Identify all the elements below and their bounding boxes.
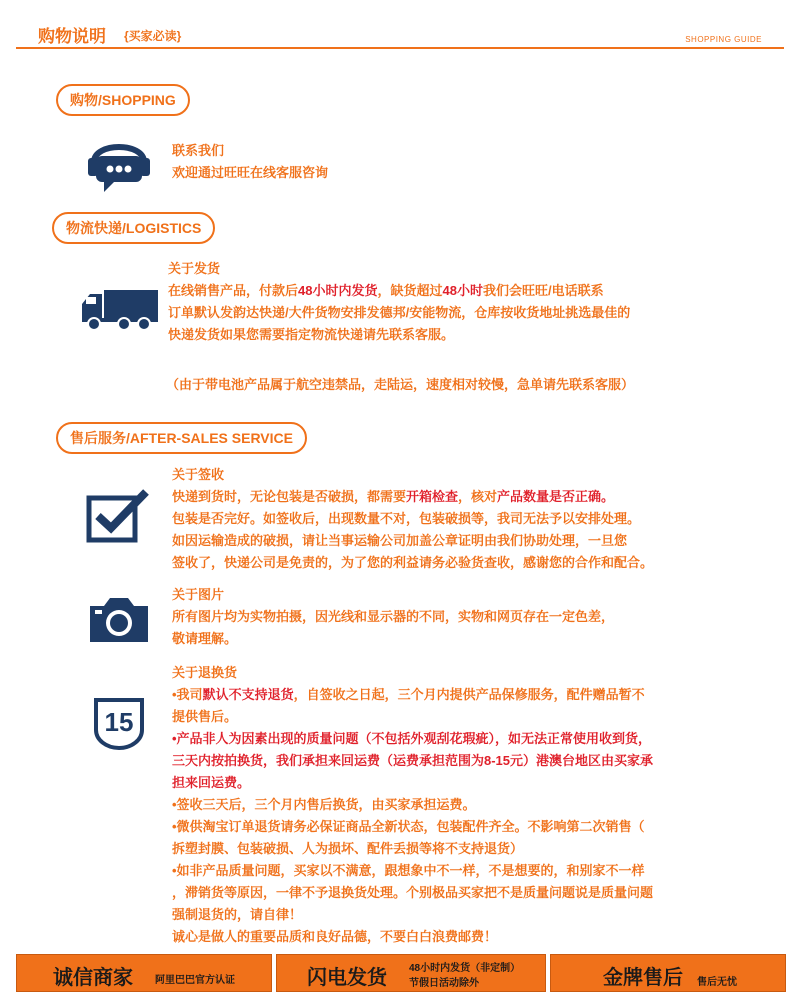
shipping-note: （由于带电池产品属于航空违禁品，走陆运，速度相对较慢，急单请先联系客服） [166, 377, 635, 392]
returns-p3: •签收三天后，三个月内售后换货，由买家承担运费。 [172, 797, 476, 812]
receipt-text [172, 464, 772, 574]
page-title: 购物说明 [38, 27, 106, 46]
receipt-title: 关于签收 [172, 467, 225, 482]
footer-badge-gold-service [550, 954, 786, 992]
footer-badge-2-note-2: 节假日活动除外 [409, 978, 479, 989]
receipt-line4: 签收了，快递公司是免责的，为了您的利益请务必验货查收，感谢您的合作和配合。 [172, 555, 654, 570]
footer-badge-1-note: 阿里巴巴官方认证 [155, 975, 235, 986]
contact-title: 联系我们 [172, 143, 225, 158]
section-label-logistics: 物流快递/LOGISTICS [52, 212, 215, 244]
photos-text [172, 584, 772, 650]
receipt-line1-highlight: 开箱检查 [406, 489, 459, 504]
footer-badge-3-note: 售后无忧 [697, 977, 737, 988]
returns-p4-line1: •微供淘宝订单退货请务必保证商品全新状态，包装配件齐全。不影响第二次销售（ [172, 819, 645, 834]
shipping-line1-highlight: 48小时内发货 [298, 283, 378, 298]
checkbox-icon [86, 488, 152, 544]
returns-p2-line1: •产品非人为因素出现的质量问题（不包括外观刮花瑕疵），如无法正常使用收到货， [172, 731, 652, 746]
shipping-line2: 订单默认发韵达快递/大件货物安排发德邦/安能物流，仓库按收货地址挑选最佳的 [168, 305, 631, 320]
footer-badge-3-title: 金牌售后 [603, 967, 683, 989]
returns-p5-line3: 强制退货的，请自律！ [172, 907, 303, 922]
footer-badge-2-title: 闪电发货 [307, 967, 387, 989]
shipping-line1-part: ，缺货超过 [377, 283, 443, 298]
footer-badge-fast-shipping [276, 954, 546, 992]
receipt-line1-part: 快递到货时，无论包装是否破损，都需要 [172, 489, 407, 504]
photos-line2: 敬请理解。 [172, 631, 238, 646]
contact-line: 欢迎通过旺旺在线客服咨询 [172, 165, 329, 180]
returns-p2-line3: 担来回运费。 [172, 775, 251, 790]
camera-icon [86, 594, 152, 646]
returns-p4-line2: 拆塑封膜、包装破损、人为损坏、配件丢损等将不支持退货） [172, 841, 524, 856]
returns-p1-line2: 提供售后。 [172, 709, 238, 724]
photos-line1: 所有图片均为实物拍摄，因光线和显示器的不同，实物和网页存在一定色差， [172, 609, 615, 624]
footer-badge-trusted-seller [16, 954, 272, 992]
returns-title: 关于退换货 [172, 665, 238, 680]
receipt-line1-part: ，核对 [458, 489, 498, 504]
returns-p5-line1: •如非产品质量问题，买家以不满意，跟想象中不一样，不是想要的，和别家不一样 [172, 863, 645, 878]
shipping-title: 关于发货 [168, 261, 221, 276]
returns-text [172, 662, 782, 948]
section-label-shopping: 购物/SHOPPING [56, 84, 190, 116]
contact-text [172, 140, 328, 184]
shipping-text [168, 258, 768, 346]
page-subtitle: {买家必读} [124, 29, 182, 43]
returns-p1-highlight: 默认不支持退货 [202, 687, 294, 702]
shipping-line3: 快递发货如果您需要指定物流快递请先联系客服。 [168, 327, 455, 342]
footer-badge-2-note-1: 48小时内发货（非定制） [409, 963, 521, 974]
receipt-line1-highlight: 产品数量是否正确。 [497, 489, 615, 504]
shipping-line1-highlight: 48小时 [442, 283, 483, 298]
page-title-english: SHOPPING GUIDE [685, 35, 762, 44]
truck-icon [80, 286, 160, 332]
returns-closing: 诚心是做人的重要品质和良好品德，不要白白浪费邮费！ [172, 929, 498, 944]
receipt-line2: 包装是否完好。如签收后，出现数量不对，包装破损等，我司无法予以安排处理。 [172, 511, 641, 526]
returns-p2-line2: 三天内按拍换货，我们承担来回运费（运费承担范围为8-15元）港澳台地区由买家承 [172, 753, 654, 768]
returns-p5-line2: ，滞销货等原因，一律不予退换货处理。个别极品买家把不是质量问题说是质量问题 [172, 885, 654, 900]
receipt-line3: 如因运输造成的破损，请让当事运输公司加盖公章证明由我们协助处理，一旦您 [172, 533, 628, 548]
returns-p1-part: •我司 [172, 687, 203, 702]
header-divider [16, 47, 784, 49]
photos-title: 关于图片 [172, 587, 225, 602]
shipping-line1 [168, 280, 768, 302]
shipping-line1-part: 在线销售产品，付款后 [168, 283, 299, 298]
section-label-aftersales: 售后服务/AFTER-SALES SERVICE [56, 422, 307, 454]
returns-p1-line1 [172, 684, 782, 706]
returns-p1-part: ，自签收之日起，三个月内提供产品保修服务，配件赠品暂不 [293, 687, 645, 702]
shield-badge-number: 15 [104, 707, 134, 737]
receipt-line1 [172, 486, 772, 508]
fifteen-day-shield-icon [92, 696, 146, 750]
footer-badge-1-title: 诚信商家 [53, 967, 133, 989]
shipping-line1-part: 我们会旺旺/电话联系 [482, 283, 604, 298]
headset-chat-icon [84, 130, 154, 196]
